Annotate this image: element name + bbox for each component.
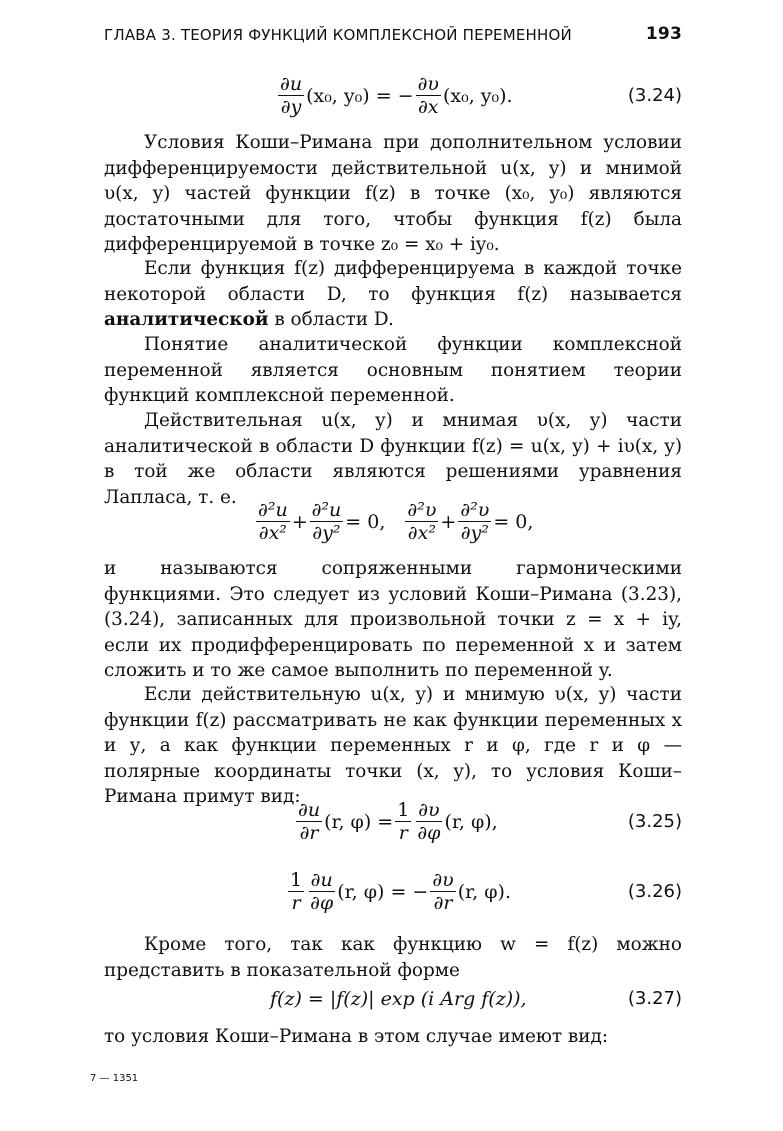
- equation-3-27: f(z) = |f(z)| exp (i Arg f(z)), (3.27): [270, 988, 682, 1010]
- paragraph-polar-coordinates: Если действительную u(x, y) и мнимую υ(x, y) части функции f(z) рассматривать не как функции переменных x и у, а как функции переменных r и φ, где r и φ — полярные координаты точки (x, y), то условия Коши–Римана примут вид:: [104, 684, 682, 807]
- paragraph-analytic-concept: Понятие аналитической функции комплексной переменной является основным понятием теории функций комплексной переменной.: [104, 334, 682, 406]
- paragraph-laplace: Действительная u(x, y) и мнимая υ(x, y) части аналитической в области D функции f(z) = u(x, y) + iυ(x, y) в той же области являются решениями уравнения Лапласа, т. е.: [104, 410, 682, 508]
- printer-signature: 7 — 1351: [90, 1073, 139, 1084]
- equation-number: (3.26): [627, 881, 682, 902]
- paragraph-exponential-form: Кроме того, так как функцию w = f(z) можно представить в показательной форме: [104, 934, 682, 981]
- page-number: 193: [645, 24, 682, 44]
- equation-number: (3.24): [627, 85, 682, 106]
- equation-3-25: $\frac{\partial u}{\partial r}$ (r, φ) = $\frac{1}{r}$ $\frac{\partial\upsilon}{\partial\varphi}$ (r, φ), (3.25): [298, 799, 682, 844]
- eq-3-24-args-right: (x₀, y₀).: [442, 85, 513, 107]
- fraction-du-dy: $\frac{\partial u}{\partial y}$: [280, 73, 303, 118]
- eq-3-24-args-left: (x₀, y₀) = −: [306, 85, 414, 107]
- paragraph-conditions-intro: то условия Коши–Римана в этом случае имеют вид:: [104, 1026, 609, 1047]
- equation-3-24: [104, 73, 682, 118]
- paragraph-analytic-definition: Если функция f(z) дифференцируема в каждой точке некоторой области D, то функция f(z) называется аналитической в области D.: [104, 258, 682, 330]
- fraction-dv-dx: $\frac{\partial\upsilon}{\partial x}$: [417, 73, 439, 118]
- equation-number: (3.27): [627, 988, 682, 1009]
- paragraph-cauchy-riemann-sufficiency: Условия Коши–Римана при дополнительном условии дифференцируемости действительной u(x, y) и мнимой υ(x, y) частей функции f(z) в точке (x₀, y₀) являются достаточными для того, чтобы функция f(z) была дифференцируемой в точке z₀ = x₀ + iy₀.: [104, 132, 682, 255]
- paragraph-harmonic-functions: и называются сопряженными гармоническими функциями. Это следует из условий Коши–Римана (3.23), (3.24), записанных для произвольной точки z = x + iy, если их продифференцировать по переменной x и затем сложить и то же самое выполнить по переменной y.: [104, 558, 682, 681]
- term-analytic: аналитической: [104, 309, 269, 330]
- chapter-title: ГЛАВА 3. ТЕОРИЯ ФУНКЦИЙ КОМПЛЕКСНОЙ ПЕРЕМЕННОЙ: [104, 26, 572, 44]
- equation-3-26: $\frac{1}{r}$ $\frac{\partial u}{\partial\varphi}$ (r, φ) = − $\frac{\partial\upsilon}{\partial r}$ (r, φ). (3.26): [290, 869, 682, 914]
- equation-number: (3.25): [627, 811, 682, 832]
- equation-laplace: $\frac{\text{∂²u}}{\text{∂x²}}$ + $\frac{\text{∂²u}}{\text{∂y²}}$ = 0, $\frac{\text{∂²υ}}{\text{∂x²}}$ + $\frac{\text{∂²υ}}{\text{∂y²}}$ = 0,: [258, 499, 534, 544]
